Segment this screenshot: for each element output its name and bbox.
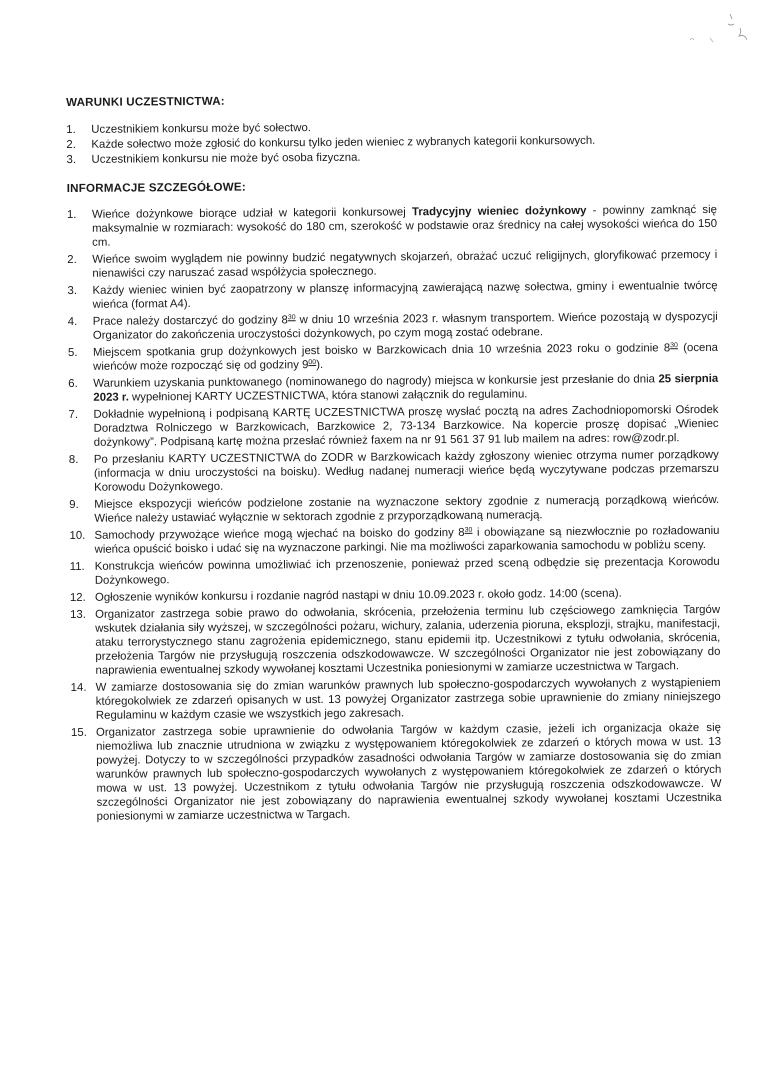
list-item [67,279,717,312]
item-number: 7. [68,408,79,421]
item-number: 2. [66,138,76,151]
item-text: Dokładnie wypełnioną i podpisaną KARTĘ UCZESTNICTWA proszę wysłać pocztą na adres Zachodniopomorski Ośrodek Doradztwa Rolniczego w Barzkowicach, Barzkowice 2, 73-134 Barzkowice. Na kopercie proszę dopisać „Wieniec dożynkowy”. Podpisaną kartę można przesłać również faxem na nr 91 561 37 91 lub mailem na adres: row@zodr.pl. [93,403,719,449]
list-item [71,721,722,824]
item-number: 4. [67,315,78,328]
bold-text: 25 sierpnia 2023 r. [93,372,719,404]
document-content [66,91,722,827]
item-text: Miejsce ekspozycji wieńców podzielone zostanie na wyznaczone sektory zgodnie z numeracją porządkową wieńców. Wieńce należy ustawiać wyłącznie w sektorach zgodnie z przyporządkowaną numeracją. [94,493,720,525]
item-text: Uczestnikiem konkursu może być sołectwo. [91,122,311,136]
item-number: 1. [66,208,77,221]
list-item [68,310,718,343]
item-number: 8. [68,453,79,466]
item-number: 6. [68,377,78,390]
item-text: i obowiązane są niezwłocznie po rozładowaniu wieńca opuścić boisko i udać się na wyznaczone parkingi. Nie ma możliwości zaparkowania samochodu w pobliżu sceny. [94,524,720,556]
item-text: Wieńce swoim wyglądem nie powinny budzić negatywnych skojarzeń, obrażać uczuć religijnych, gloryfikować przemocy i nienawiści czy naruszać zasad współżycia społecznego. [92,248,718,280]
section-title-info: INFORMACJE SZCZEGÓŁOWE: [66,180,246,195]
item-number: 12. [69,591,86,604]
item-text: Wieńce dożynkowe biorące udział w kategorii konkursowej [91,206,413,221]
item-number: 9. [69,498,79,511]
item-text: wypełnionej KARTY UCZESTNICTWA, która stanowi załącznik do regulaminu. [128,388,528,404]
list-item [69,448,719,495]
bold-text: Tradycyjny wieniec dożynkowy [411,204,587,219]
item-text: - powinny zamknąć się maksymalnie w rozmiarach: wysokość do 180 cm, szerokość w podstawie oraz średnicy na całej wysokości wieńca do 150 cm. [91,203,718,249]
hour-superscript: 00 [308,359,317,367]
item-text: Prace należy dostarczyć do godziny 8 [92,314,288,328]
item-number: 1. [66,123,76,136]
list-item [69,493,719,526]
item-text: Samochody przywożące wieńce mogą wjechać na boisko do godziny 8 [94,526,465,542]
item-text: Ogłoszenie wyników konkursu i rozdanie nagród nastąpi w dniu 10.09.2023 r. około godz. 14:00 (scena). [94,587,622,604]
item-text: Organizator zastrzega sobie uprawnienie do odwołania Targów w każdym czasie, jeżeli ich organizacja okaże się niemożliwa lub znacznie utrudniona w związku z występowaniem któregokolwiek ze zdarzeń o których mowa w ust. 13 powyżej. Dotyczy to w szczególności przypadków zasadności odwołania Targów w zamiarze dostosowania się do zmian warunków prawnych lub społeczno-gospodarczych wywołanych z występowaniem któregokolwiek ze zdarzeń o których mowa w ust. 13 powyżej. Uczestnikom z tytułu odwołania Targów nie przysługują roszczenia odszkodowawcze. W szczególności Organizator nie jest zobowiązany do naprawienia ewentualnej szkody wywołanej kosztami Uczestnika poniesionymi w zamiarze uczestnictwa w Targach. [95,721,722,823]
item-text: Konstrukcja wieńców powinna umożliwiać ich przenoszenie, ponieważ przed sceną odbędzie się prezentacja Korowodu Dożynkowego. [94,555,720,587]
hour-superscript: 30 [287,314,296,322]
item-text: Warunkiem uzyskania punktowanego (nominowanego do nagrody) miejsca w konkursie jest przesłanie do dnia [93,373,659,390]
item-text: Każde sołectwo może zgłosić do konkursu tylko jeden wieniec z wybranych kategorii konkursowych. [91,134,596,151]
item-number: 2. [67,253,77,266]
item-text: Uczestnikiem konkursu nie może być osoba fizyczna. [91,151,361,166]
item-text: w dniu 10 września 2023 r. własnym transportem. Wieńce pozostają w dyspozycji Organizator do zakończenia uroczystości dożynkowych, po czym mogą zostać odebrane. [92,310,718,342]
section-title-warunki: WARUNKI UCZESTNICTWA: [66,94,225,109]
item-number: 3. [67,284,78,297]
list-item [67,248,717,281]
item-number: 10. [69,529,86,542]
handwritten-scribble [670,10,760,50]
item-number: 15. [70,726,87,739]
item-text: Po przesłaniu KARTY UCZESTNICTWA do ZODR w Barzkowicach każdy zgłoszony wieniec otrzyma numer porządkowy (informacja w dniu uroczystości na boisku). Według nadanej numeracji wieńce będą wyczytywane podczas przemarszu Korowodu Dożynkowego. [93,448,719,494]
item-number: 14. [70,681,87,694]
list-item [68,372,718,405]
item-number: 3. [66,153,77,166]
item-number: 13. [70,608,86,621]
list-item [68,341,718,374]
item-text: (ocena wieńców może rozpocząć się od godziny 9 [93,341,719,373]
item-text: W zamiarze dostosowania się do zmian warunków prawnych lub społeczno-gospodarczych wywołanych z wystąpieniem któregokolwiek ze zdarzeń opisanych w ust. 13 powyżej Organizator zastrzega sobie uprawnienie do zmiany niniejszego Regulaminu w każdym czasie we wszystkich jego zakresach. [95,676,721,722]
item-text: Miejscem spotkania grup dożynkowych jest boisko w Barzkowicach dnia 10 września 2023 roku o godzinie 8 [92,342,671,359]
warunki-list [66,118,716,167]
list-item [70,555,720,588]
list-item [70,586,720,605]
list-item [67,203,717,250]
hour-superscript: 30 [464,526,473,534]
item-text: Każdy wieniec winien być zaopatrzony w planszę informacyjną zawierającą nazwę sołectwa, gminy i ewentualnie twórcę wieńca (format A4). [92,279,718,311]
hour-superscript: 30 [670,342,678,350]
item-number: 11. [69,560,85,573]
list-item [69,524,719,557]
item-text: Organizator zastrzega sobie prawo do odwołania, skrócenia, przełożenia terminu lub częściowego zamknięcia Targów wskutek działania siły wyższej, w szczególności pożaru, wichury, zalania, uderzenia pioruna, eksplozji, strajku, manifestacji, ataku terrorystycznego stanu zagrożenia epidemicznego, stanu epidemii itp. Uczestnikowi z tytułu odwołania, skrócenia, przełożenia Targów nie przysługują roszczenia odszkodowawcze. W szczególności Organizator nie jest zobowiązany do naprawienia ewentualnej szkody wywołanej kosztami Uczestnika poniesionymi w zamiarze uczestnictwa w Targach. [95,603,721,677]
item-number: 5. [67,346,78,359]
list-item [68,403,718,450]
list-item [70,603,721,678]
list-item [71,676,721,723]
item-text: ). [316,358,324,372]
info-list [67,203,722,824]
